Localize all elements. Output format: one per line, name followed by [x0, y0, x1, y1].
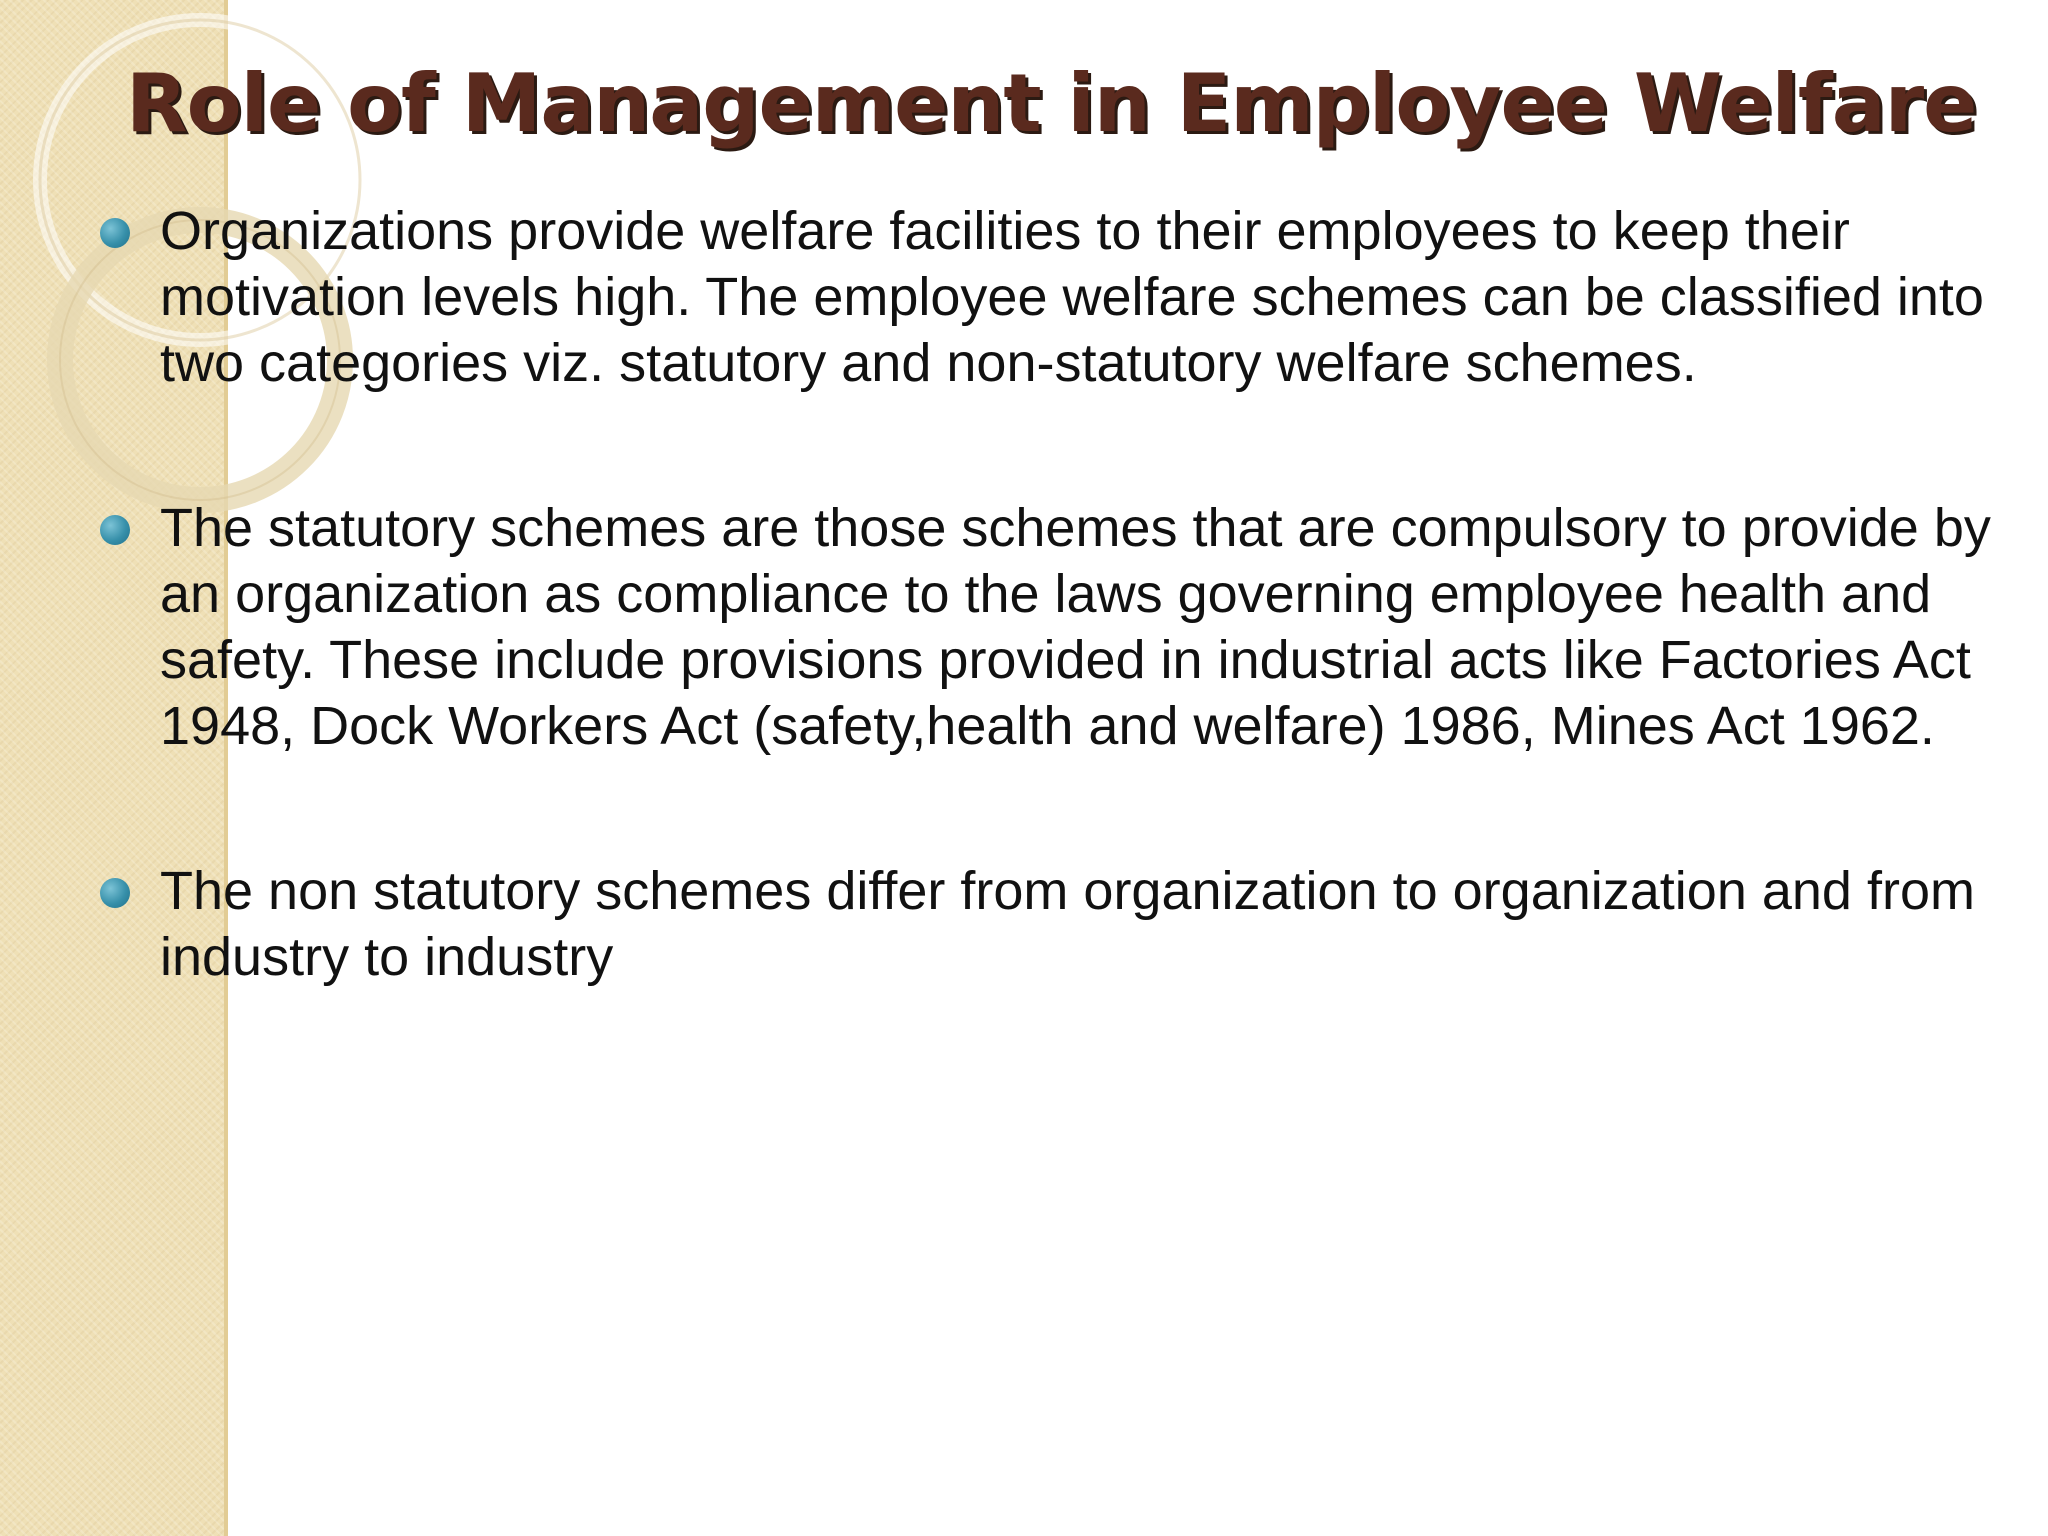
bullet-text: The statutory schemes are those schemes that are compulsory to provide by an organization as compliance to the laws governing employee health and safety. These include provisions provided in industrial acts like Factories Act 1948, Dock Workers Act (safety,health and welfare) 1986, Mines Act 1962. [160, 498, 1991, 756]
bullet-text: The non statutory schemes differ from organization to organization and from industry to industry [160, 861, 1975, 987]
bullet-item [0, 198, 2048, 396]
round-bullet-icon [100, 515, 130, 545]
round-bullet-icon [100, 878, 130, 908]
bullet-item [0, 495, 2048, 759]
bullet-list [0, 198, 2048, 990]
slide-title: Role of Management in Employee Welfare [126, 57, 1977, 150]
round-bullet-icon [100, 218, 130, 248]
bullet-text: Organizations provide welfare facilities to their employees to keep their motivation levels high. The employee welfare schemes can be classified into two categories viz. statutory and non-statutory welfare schemes. [160, 201, 1984, 393]
bullet-item [0, 858, 2048, 990]
